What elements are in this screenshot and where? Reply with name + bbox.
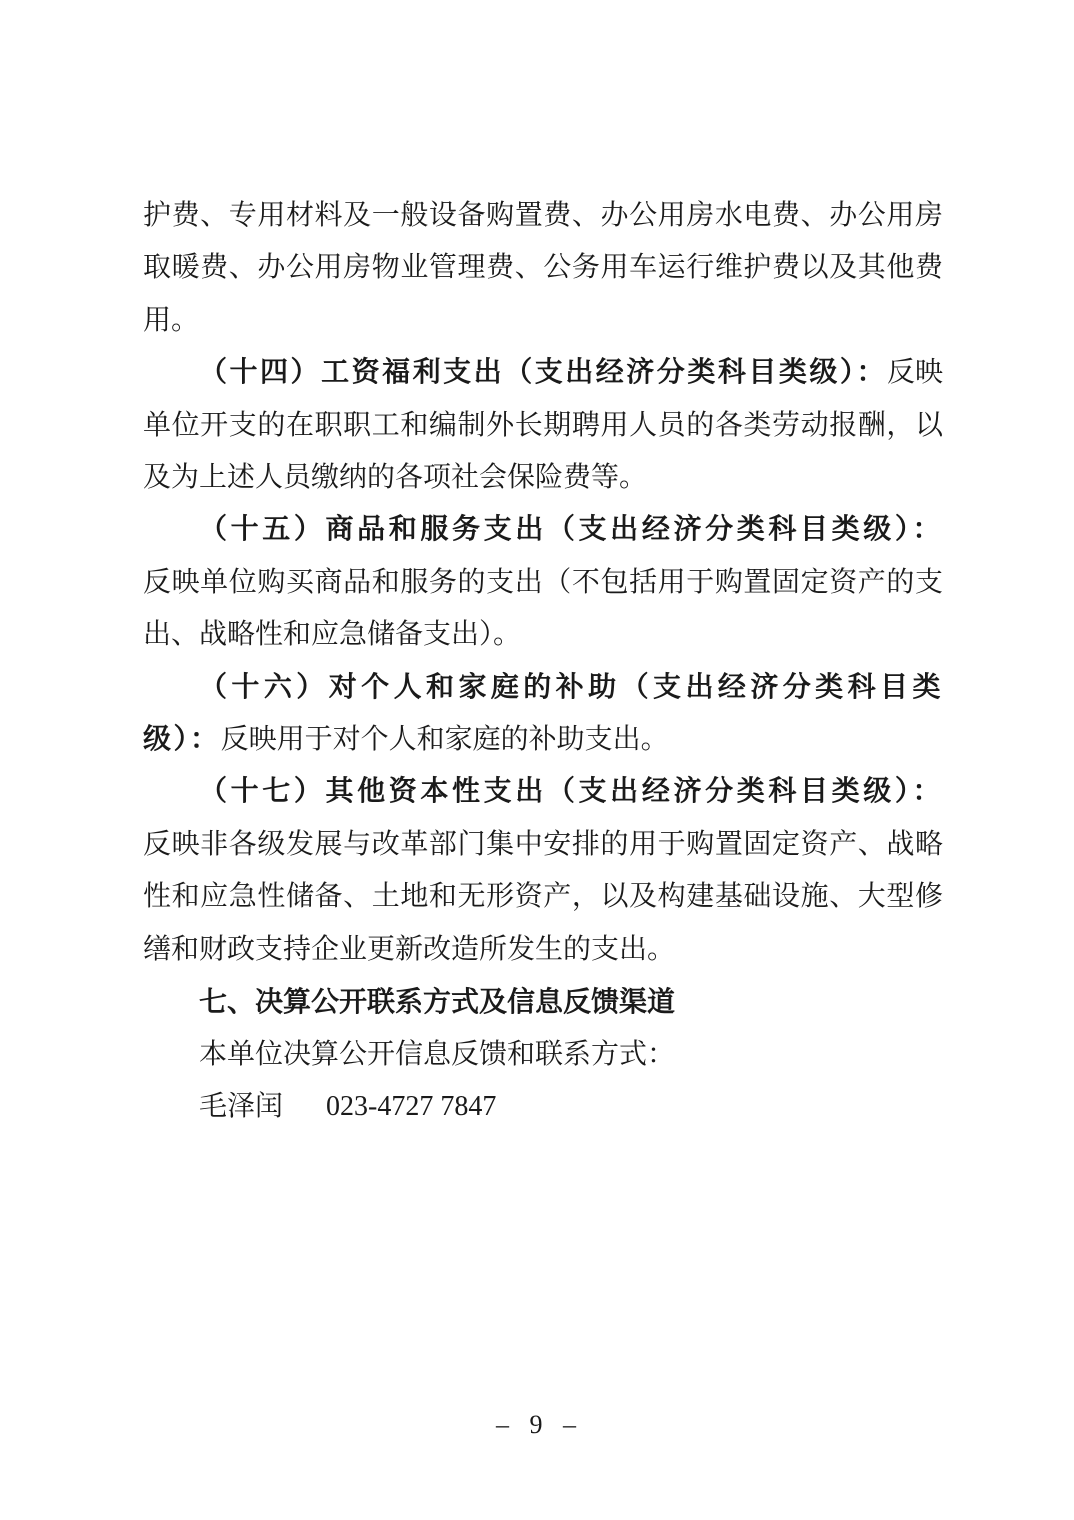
paragraph-lead: （十七）其他资本性支出（支出经济分类科目类级）：: [199, 776, 943, 808]
paragraph-text: 反映用于对个人和家庭的补助支出。: [220, 724, 669, 756]
section-heading: 七、决算公开联系方式及信息反馈渠道: [199, 986, 676, 1018]
paragraph-text: 反映非各级发展与改革部门集中安排的用于购置固定资产、战略性和应急性储备、土地和无形资产，以及构建基础设施、大型修缮和财政支持企业更新改造所发生的支出。: [143, 828, 943, 965]
contact-phone: 023-4727 7847: [326, 1090, 497, 1122]
paragraph-lead: （十五）商品和服务支出（支出经济分类科目类级）：: [199, 514, 943, 546]
contact-intro-text: 本单位决算公开信息反馈和联系方式：: [199, 1038, 676, 1070]
body-paragraphs: [143, 190, 943, 976]
contact-intro-line: [143, 1029, 943, 1081]
paragraph-lead: （十四）工资福利支出（支出经济分类科目类级）：: [199, 357, 887, 389]
page-number: – 9 –: [496, 1410, 578, 1439]
paragraph: [143, 766, 943, 976]
paragraph: [143, 347, 943, 504]
page-body: [143, 190, 943, 1133]
paragraph: [143, 504, 943, 661]
paragraph-text: 护费、专用材料及一般设备购置费、办公用房水电费、办公用房取暖费、办公用房物业管理费、公务用车运行维护费以及其他费用。: [143, 200, 943, 336]
contact-name: 毛泽闰: [199, 1090, 284, 1122]
paragraph: [143, 190, 943, 347]
contact-detail-line: [143, 1081, 943, 1133]
paragraph: [143, 662, 943, 767]
paragraph-text: 反映单位开支的在职职工和编制外长期聘用人员的各类劳动报酬，以及为上述人员缴纳的各项社会保险费等。: [143, 357, 943, 494]
paragraph-lead: （十六）对个人和家庭的补助（支出经济分类科目类级）：: [143, 671, 943, 756]
paragraph-text: 反映单位购买商品和服务的支出（不包括用于购置固定资产的支出、战略性和应急储备支出）。: [143, 566, 943, 651]
